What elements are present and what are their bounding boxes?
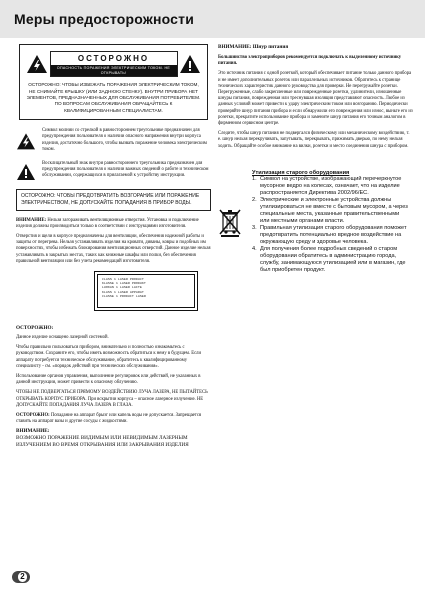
- caution-text: ОСТОРОЖНО: ЧТОБЫ ИЗБЕЖАТЬ ПОРАЖЕНИЯ ЭЛЕКТРИЧЕСКИМ ТОКОМ, НЕ СНИМАЙТЕ КРЫШКУ (ИЛИ ЗАДНЮЮ СТЕНКУ). ВНУТРИ ПРИБОРА НЕТ ЭЛЕМЕНТОВ, ПРЕДНАЗНАЧЕННЫХ ДЛЯ ОБСЛУЖИВАНИЯ ПОТРЕБИТЕЛЕМ. ПО ВОПРОСАМ ОБСЛУЖИВАНИЯ ОБРАЩАЙТЕСЬ К КВАЛИФИЦИРОВАННЫМ СПЕЦИАЛИСТАМ.: [26, 82, 201, 113]
- laser-paragraph-4: ЧТОБЫ НЕ ПОДВЕРГАТЬСЯ ПРЯМОМУ ВОЗДЕЙСТВИЮ ЛУЧА ЛАЗЕРА, НЕ ПЫТАЙТЕСЬ ОТКРЫВАТЬ КОРПУС ПРИБОРА. При вскрытии корпуса – опасное лазерное излучение. НЕ ДОПУСКАЙТЕ ПОПАДАНИЯ ЛУЧА ЛАЗЕРА В ГЛАЗА.: [16, 390, 208, 408]
- laser-label-line: LUOKAN 1 LASER LAITE: [102, 286, 143, 290]
- power-cord-lead: Большинство электроприборов рекомендуется подключать к выделенному источнику питания.: [218, 55, 402, 67]
- crossed-bin-icon: [218, 172, 242, 274]
- exclamation-triangle-icon: [179, 54, 201, 74]
- ventilation-paragraph: Отверстия и щели в корпусе предназначены для вентиляции, обеспечения надежной работы и защиты от перегрева. Нельзя устанавливать изделия на кровати, диваны, ковры и подобных им поверхностях, чтобы избежать блокирования вентиляционных отверстий. Данное изделие нельзя устанавливать в закрытых местах, таких как книжные шкафы или полки, без обеспечения правильной вентиляции или без учета рекомендаций изготовителя.: [16, 234, 211, 264]
- final-warning-heading: ВНИМАНИЕ:: [16, 428, 50, 435]
- laser-class-label: [94, 271, 198, 311]
- disposal-title: Утилизация старого оборудования: [252, 169, 350, 176]
- power-cord-paragraph-1: Это источник питания с одной розеткой, который обеспечивает питание только данного прибора и не имеет дополнительных розеток или параллельных источников. Обратитесь к странице технических характеристик данного руководства для проверки. Не перегружайте розетки. Перегруженные, слабо закрепленные или поврежденные розетки, удлинители, изношенные шнуры питания, поврежденная или треснувшая изоляция представляют опасность. Любое из данных условий может привести к удару электрическим током или возгоранию. Периодически проверяйте шнур питания прибора и если обнаружили его повреждения или износ, выньте его из розетки, прекратите использование прибора и замените шнур питания его точным аналогом в фирменном сервисном центре.: [218, 71, 413, 127]
- disposal-text: [252, 170, 410, 274]
- attention-text: Нельзя загораживать вентиляционные отверстия. Установка и подключение изделия должны производиться только в соответствии с инструкциями изготовителя.: [16, 217, 199, 229]
- caution-label: [50, 51, 178, 77]
- disposal-item: 1. Символ на устройстве, изображающий перечеркнутое мусорное ведро на колесах, означает, что на изделие распространяется Директива 2002/96/EC.: [252, 176, 410, 197]
- laser-class-label-inner: [97, 274, 195, 308]
- header-band: [0, 0, 425, 38]
- laser-caution-heading: ОСТОРОЖНО:: [16, 325, 54, 332]
- lightning-note-text: Символ молнии со стрелкой в равностороннем треугольнике предназначен для предупреждения пользователя о наличии опасного напряжения внутри корпуса изделия, достаточно большого, чтобы вызвать поражение человека электрическим током.: [42, 128, 207, 152]
- laser-label-line: KLASSE 1 LASER PRODUKT: [102, 282, 147, 286]
- disposal-item-text: Для получения более подробных сведений о старом оборудовании обратитесь в администрацию города, службу, занимающуюся утилизацией или в магазин, где был приобретен продукт.: [260, 245, 406, 273]
- fire-warning-box: ОСТОРОЖНО: ЧТОБЫ ПРЕДОТВРАТИТЬ ВОЗГОРАНИЕ ИЛИ ПОРАЖЕНИЕ ЭЛЕКТРИЧЕСТВОМ, НЕ ДОПУСКАЙТЕ ПОПАДАНИЯ В ПРИБОР ВОДЫ.: [16, 189, 211, 211]
- disposal-item-text: Символ на устройстве, изображающий перечеркнутое мусорное ведро на колесах, означает, что на изделие распространяется Директива 2002/96/EC.: [260, 175, 402, 196]
- exclamation-note: [16, 161, 211, 181]
- laser-label-line: KLASS 1 LASER APPARAT: [102, 290, 145, 294]
- left-column: [16, 44, 211, 449]
- disposal-item: 4. Для получения более подробных сведений о старом оборудовании обратитесь в администрацию города, службу, занимающуюся утилизацией или в магазин, где был приобретен продукт.: [252, 246, 410, 274]
- disposal-item-text: Электрические и электронные устройства должны утилизироваться не вместе с бытовым мусором, а через специальные места, указанные правительственными или местными органами власти.: [260, 196, 408, 224]
- power-cord-paragraph-2: Следите, чтобы шнур питания не подвергался физическому или механическому воздействию, т. е. шнур нельзя перекручивать, запутывать, перекрывать, прижимать дверью, по нему нельзя ходить. Обращайте особое внимание на вилки, розетки и место соединения шнура с прибором.: [218, 131, 410, 149]
- lightning-triangle-icon: [26, 54, 48, 74]
- lightning-note: [16, 128, 211, 153]
- right-column: [218, 44, 413, 274]
- caution-header: [26, 51, 201, 77]
- attention-label: ВНИМАНИЕ:: [16, 217, 47, 223]
- disposal-section: [218, 170, 413, 274]
- caution-subtext: ОПАСНОСТЬ ПОРАЖЕНИЯ ЭЛЕКТРИЧЕСКИМ ТОКОМ. НЕ ОТКРЫВАТЬ!: [51, 65, 177, 76]
- laser-paragraph-3: Использование органов управления, выполнение регулировок или действий, не указанных в данной инструкции, может привести к опасному облучению.: [16, 374, 201, 386]
- water-paragraph: [16, 413, 211, 425]
- laser-label-line: CLASSE 1 PRODUIT LASER: [102, 294, 147, 298]
- exclamation-note-text: Восклицательный знак внутри равностороннего треугольника предназначен для предупреждения пользователя о наличии важных сведений о работе и техническом обслуживании, содержащихся в прилагаемой к устройству инструкции.: [42, 161, 209, 179]
- disposal-item: 3. Правильная утилизация старого оборудования поможет предотвратить потенциально вредное воздействие на окружающую среду и здоровье человека.: [252, 225, 410, 246]
- lightning-icon: [16, 130, 36, 153]
- disposal-item: 2. Электрические и электронные устройства должны утилизироваться не вместе с бытовым мусором, а через специальные места, указанные правительственными или местными органами власти.: [252, 197, 410, 225]
- page-number-badge: [12, 571, 30, 583]
- attention-paragraph: [16, 218, 211, 230]
- laser-paragraph-1: Данное изделие оснащено лазерной системой.: [16, 335, 109, 341]
- laser-label-line: CLASS 1 LASER PRODUCT: [102, 278, 145, 282]
- laser-paragraph-2: Чтобы правильно пользоваться прибором, внимательно и полностью ознакомьтесь с руководством. Сохраните его, чтобы иметь возможность обратиться к нему в будущем. Если аппарату потребуется техническое обслуживание, обратитесь к квалифицированному специалисту - см. «порядок действий при технических обслуживания».: [16, 345, 201, 369]
- exclamation-icon: [16, 163, 36, 181]
- water-text: Попадание на аппарат брызг или капель воды не допускается. Запрещается ставить на аппарат вазы и другие сосуды с жидкостями.: [16, 413, 202, 425]
- page-title: Меры предосторожности: [14, 11, 195, 27]
- caution-box: [19, 44, 208, 120]
- page-number: 2: [17, 571, 28, 583]
- water-label: ОСТОРОЖНО:: [16, 413, 50, 419]
- disposal-item-text: Правильная утилизация старого оборудования поможет предотвратить потенциально вредное воздействие на окружающую среду и здоровье человека.: [260, 224, 407, 245]
- final-warning-text: ВОЗМОЖНО ПОРАЖЕНИЕ ВИДИМЫМ ИЛИ НЕВИДИМЫМ ЛАЗЕРНЫМ ИЗЛУЧЕНИЕМ ВО ВРЕМЯ ОТКРЫВАНИЯ ИЛИ ЗАКРЫВАНИЯ ИЗДЕЛИЯ: [16, 435, 189, 449]
- power-cord-heading: ВНИМАНИЕ: Шнур питания: [218, 44, 289, 50]
- caution-word: ОСТОРОЖНО: [77, 54, 150, 63]
